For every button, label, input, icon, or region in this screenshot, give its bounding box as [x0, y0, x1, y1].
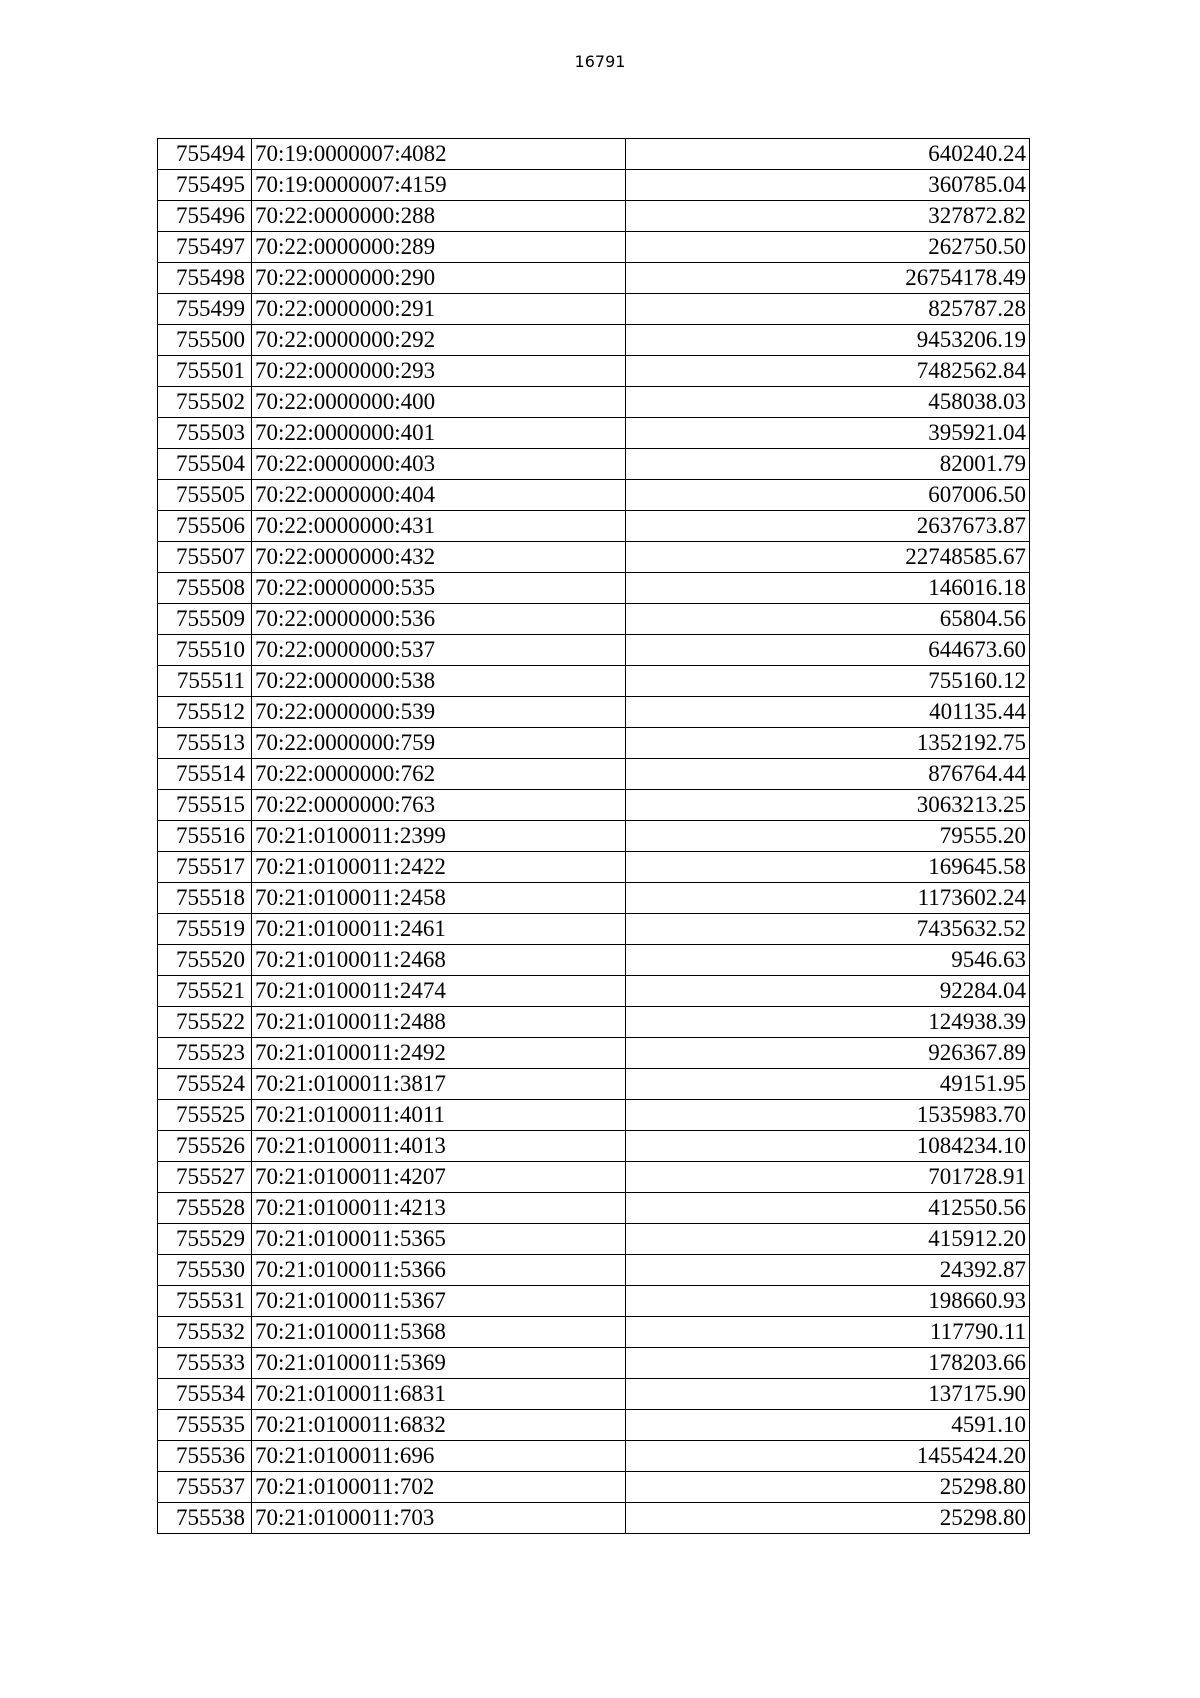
row-number-cell: 755534 — [158, 1379, 252, 1410]
row-number-cell: 755524 — [158, 1069, 252, 1100]
row-number-cell: 755521 — [158, 976, 252, 1007]
cadastral-value-cell: 137175.90 — [626, 1379, 1030, 1410]
table-row — [158, 1379, 1030, 1410]
table-row — [158, 1255, 1030, 1286]
row-number-cell: 755527 — [158, 1162, 252, 1193]
cadastral-number-cell: 70:21:0100011:4011 — [252, 1100, 626, 1131]
cadastral-value-cell: 25298.80 — [626, 1472, 1030, 1503]
table-row — [158, 1472, 1030, 1503]
cadastral-value-cell: 825787.28 — [626, 294, 1030, 325]
cadastral-number-cell: 70:22:0000000:535 — [252, 573, 626, 604]
cadastral-value-cell: 458038.03 — [626, 387, 1030, 418]
cadastral-value-cell: 79555.20 — [626, 821, 1030, 852]
table-row — [158, 976, 1030, 1007]
cadastral-value-cell: 25298.80 — [626, 1503, 1030, 1534]
cadastral-value-cell: 1173602.24 — [626, 883, 1030, 914]
table-row — [158, 1286, 1030, 1317]
cadastral-value-cell: 360785.04 — [626, 170, 1030, 201]
cadastral-number-cell: 70:21:0100011:5369 — [252, 1348, 626, 1379]
table-row — [158, 387, 1030, 418]
cadastral-number-cell: 70:21:0100011:2474 — [252, 976, 626, 1007]
cadastral-number-cell: 70:22:0000000:431 — [252, 511, 626, 542]
cadastral-number-cell: 70:22:0000000:401 — [252, 418, 626, 449]
row-number-cell: 755503 — [158, 418, 252, 449]
table-row — [158, 945, 1030, 976]
table-row — [158, 1503, 1030, 1534]
cadastral-number-cell: 70:21:0100011:2399 — [252, 821, 626, 852]
table-row — [158, 1193, 1030, 1224]
cadastral-number-cell: 70:21:0100011:6832 — [252, 1410, 626, 1441]
cadastral-value-cell: 7435632.52 — [626, 914, 1030, 945]
cadastral-value-cell: 7482562.84 — [626, 356, 1030, 387]
row-number-cell: 755533 — [158, 1348, 252, 1379]
table-row — [158, 1100, 1030, 1131]
cadastral-value-cell: 701728.91 — [626, 1162, 1030, 1193]
cadastral-number-cell: 70:22:0000000:538 — [252, 666, 626, 697]
row-number-cell: 755519 — [158, 914, 252, 945]
cadastral-value-cell: 876764.44 — [626, 759, 1030, 790]
cadastral-value-cell: 178203.66 — [626, 1348, 1030, 1379]
row-number-cell: 755504 — [158, 449, 252, 480]
row-number-cell: 755499 — [158, 294, 252, 325]
row-number-cell: 755526 — [158, 1131, 252, 1162]
cadastral-value-cell: 9546.63 — [626, 945, 1030, 976]
row-number-cell: 755513 — [158, 728, 252, 759]
cadastral-value-cell: 3063213.25 — [626, 790, 1030, 821]
cadastral-number-cell: 70:21:0100011:5368 — [252, 1317, 626, 1348]
table-row — [158, 790, 1030, 821]
row-number-cell: 755525 — [158, 1100, 252, 1131]
cadastral-number-cell: 70:22:0000000:432 — [252, 542, 626, 573]
table-row — [158, 170, 1030, 201]
cadastral-value-cell: 755160.12 — [626, 666, 1030, 697]
row-number-cell: 755494 — [158, 139, 252, 170]
table-row — [158, 1038, 1030, 1069]
row-number-cell: 755537 — [158, 1472, 252, 1503]
cadastral-value-cell: 146016.18 — [626, 573, 1030, 604]
table-row — [158, 697, 1030, 728]
cadastral-value-cell: 412550.56 — [626, 1193, 1030, 1224]
cadastral-value-cell: 65804.56 — [626, 604, 1030, 635]
table-row — [158, 1007, 1030, 1038]
table-row — [158, 759, 1030, 790]
cadastral-number-cell: 70:21:0100011:4013 — [252, 1131, 626, 1162]
table-row — [158, 232, 1030, 263]
table-row — [158, 1441, 1030, 1472]
cadastral-number-cell: 70:21:0100011:5366 — [252, 1255, 626, 1286]
row-number-cell: 755505 — [158, 480, 252, 511]
row-number-cell: 755530 — [158, 1255, 252, 1286]
table-row — [158, 325, 1030, 356]
cadastral-number-cell: 70:21:0100011:2468 — [252, 945, 626, 976]
cadastral-value-cell: 644673.60 — [626, 635, 1030, 666]
cadastral-value-cell: 169645.58 — [626, 852, 1030, 883]
cadastral-value-cell: 1352192.75 — [626, 728, 1030, 759]
row-number-cell: 755535 — [158, 1410, 252, 1441]
cadastral-value-cell: 198660.93 — [626, 1286, 1030, 1317]
cadastral-number-cell: 70:19:0000007:4082 — [252, 139, 626, 170]
cadastral-number-cell: 70:21:0100011:696 — [252, 1441, 626, 1472]
table-row — [158, 356, 1030, 387]
cadastral-value-cell: 82001.79 — [626, 449, 1030, 480]
cadastral-number-cell: 70:21:0100011:5367 — [252, 1286, 626, 1317]
table-row — [158, 480, 1030, 511]
cadastral-value-cell: 607006.50 — [626, 480, 1030, 511]
cadastral-value-cell: 49151.95 — [626, 1069, 1030, 1100]
cadastral-number-cell: 70:22:0000000:763 — [252, 790, 626, 821]
table-row — [158, 1131, 1030, 1162]
row-number-cell: 755515 — [158, 790, 252, 821]
cadastral-value-cell: 401135.44 — [626, 697, 1030, 728]
row-number-cell: 755507 — [158, 542, 252, 573]
cadastral-value-cell: 926367.89 — [626, 1038, 1030, 1069]
cadastral-value-cell: 4591.10 — [626, 1410, 1030, 1441]
row-number-cell: 755509 — [158, 604, 252, 635]
table-row — [158, 449, 1030, 480]
row-number-cell: 755497 — [158, 232, 252, 263]
row-number-cell: 755516 — [158, 821, 252, 852]
cadastral-value-cell: 640240.24 — [626, 139, 1030, 170]
table-row — [158, 728, 1030, 759]
cadastral-number-cell: 70:22:0000000:400 — [252, 387, 626, 418]
table-row — [158, 1224, 1030, 1255]
row-number-cell: 755531 — [158, 1286, 252, 1317]
cadastral-value-cell: 24392.87 — [626, 1255, 1030, 1286]
cadastral-number-cell: 70:21:0100011:2488 — [252, 1007, 626, 1038]
cadastral-value-table — [157, 138, 1030, 1534]
row-number-cell: 755511 — [158, 666, 252, 697]
cadastral-value-cell: 26754178.49 — [626, 263, 1030, 294]
cadastral-value-cell: 1535983.70 — [626, 1100, 1030, 1131]
cadastral-number-cell: 70:21:0100011:2422 — [252, 852, 626, 883]
row-number-cell: 755496 — [158, 201, 252, 232]
row-number-cell: 755506 — [158, 511, 252, 542]
cadastral-value-cell: 1084234.10 — [626, 1131, 1030, 1162]
row-number-cell: 755532 — [158, 1317, 252, 1348]
table-row — [158, 511, 1030, 542]
cadastral-number-cell: 70:21:0100011:3817 — [252, 1069, 626, 1100]
cadastral-value-cell: 262750.50 — [626, 232, 1030, 263]
cadastral-number-cell: 70:22:0000000:536 — [252, 604, 626, 635]
cadastral-number-cell: 70:21:0100011:2458 — [252, 883, 626, 914]
table-row — [158, 1348, 1030, 1379]
cadastral-number-cell: 70:22:0000000:762 — [252, 759, 626, 790]
table-row — [158, 666, 1030, 697]
table-row — [158, 635, 1030, 666]
cadastral-number-cell: 70:22:0000000:292 — [252, 325, 626, 356]
cadastral-number-cell: 70:22:0000000:290 — [252, 263, 626, 294]
row-number-cell: 755512 — [158, 697, 252, 728]
row-number-cell: 755514 — [158, 759, 252, 790]
cadastral-number-cell: 70:22:0000000:288 — [252, 201, 626, 232]
row-number-cell: 755536 — [158, 1441, 252, 1472]
table-row — [158, 821, 1030, 852]
row-number-cell: 755495 — [158, 170, 252, 201]
row-number-cell: 755508 — [158, 573, 252, 604]
cadastral-number-cell: 70:21:0100011:703 — [252, 1503, 626, 1534]
row-number-cell: 755518 — [158, 883, 252, 914]
row-number-cell: 755528 — [158, 1193, 252, 1224]
cadastral-number-cell: 70:22:0000000:537 — [252, 635, 626, 666]
cadastral-value-cell: 327872.82 — [626, 201, 1030, 232]
table-row — [158, 852, 1030, 883]
row-number-cell: 755502 — [158, 387, 252, 418]
table-row — [158, 573, 1030, 604]
row-number-cell: 755523 — [158, 1038, 252, 1069]
page-number: 16791 — [574, 52, 626, 71]
cadastral-number-cell: 70:22:0000000:289 — [252, 232, 626, 263]
table-row — [158, 139, 1030, 170]
row-number-cell: 755501 — [158, 356, 252, 387]
cadastral-number-cell: 70:22:0000000:404 — [252, 480, 626, 511]
cadastral-number-cell: 70:21:0100011:2492 — [252, 1038, 626, 1069]
cadastral-value-cell: 124938.39 — [626, 1007, 1030, 1038]
table-row — [158, 883, 1030, 914]
cadastral-number-cell: 70:22:0000000:403 — [252, 449, 626, 480]
cadastral-value-cell: 117790.11 — [626, 1317, 1030, 1348]
table-body — [158, 139, 1030, 1534]
table-row — [158, 914, 1030, 945]
cadastral-number-cell: 70:21:0100011:4213 — [252, 1193, 626, 1224]
table-row — [158, 294, 1030, 325]
table-row — [158, 1162, 1030, 1193]
table-row — [158, 542, 1030, 573]
cadastral-value-cell: 1455424.20 — [626, 1441, 1030, 1472]
table-row — [158, 263, 1030, 294]
table-row — [158, 604, 1030, 635]
cadastral-number-cell: 70:21:0100011:2461 — [252, 914, 626, 945]
cadastral-value-cell: 92284.04 — [626, 976, 1030, 1007]
cadastral-value-cell: 9453206.19 — [626, 325, 1030, 356]
cadastral-value-cell: 415912.20 — [626, 1224, 1030, 1255]
cadastral-number-cell: 70:19:0000007:4159 — [252, 170, 626, 201]
cadastral-value-cell: 395921.04 — [626, 418, 1030, 449]
cadastral-number-cell: 70:21:0100011:4207 — [252, 1162, 626, 1193]
cadastral-number-cell: 70:21:0100011:5365 — [252, 1224, 626, 1255]
row-number-cell: 755520 — [158, 945, 252, 976]
cadastral-value-cell: 22748585.67 — [626, 542, 1030, 573]
table-row — [158, 1410, 1030, 1441]
row-number-cell: 755538 — [158, 1503, 252, 1534]
table-row — [158, 1317, 1030, 1348]
cadastral-number-cell: 70:22:0000000:291 — [252, 294, 626, 325]
table-row — [158, 418, 1030, 449]
row-number-cell: 755510 — [158, 635, 252, 666]
row-number-cell: 755498 — [158, 263, 252, 294]
row-number-cell: 755500 — [158, 325, 252, 356]
cadastral-value-cell: 2637673.87 — [626, 511, 1030, 542]
cadastral-number-cell: 70:22:0000000:293 — [252, 356, 626, 387]
cadastral-number-cell: 70:22:0000000:539 — [252, 697, 626, 728]
row-number-cell: 755522 — [158, 1007, 252, 1038]
table-row — [158, 1069, 1030, 1100]
table-row — [158, 201, 1030, 232]
cadastral-number-cell: 70:21:0100011:702 — [252, 1472, 626, 1503]
cadastral-number-cell: 70:21:0100011:6831 — [252, 1379, 626, 1410]
row-number-cell: 755529 — [158, 1224, 252, 1255]
row-number-cell: 755517 — [158, 852, 252, 883]
cadastral-number-cell: 70:22:0000000:759 — [252, 728, 626, 759]
